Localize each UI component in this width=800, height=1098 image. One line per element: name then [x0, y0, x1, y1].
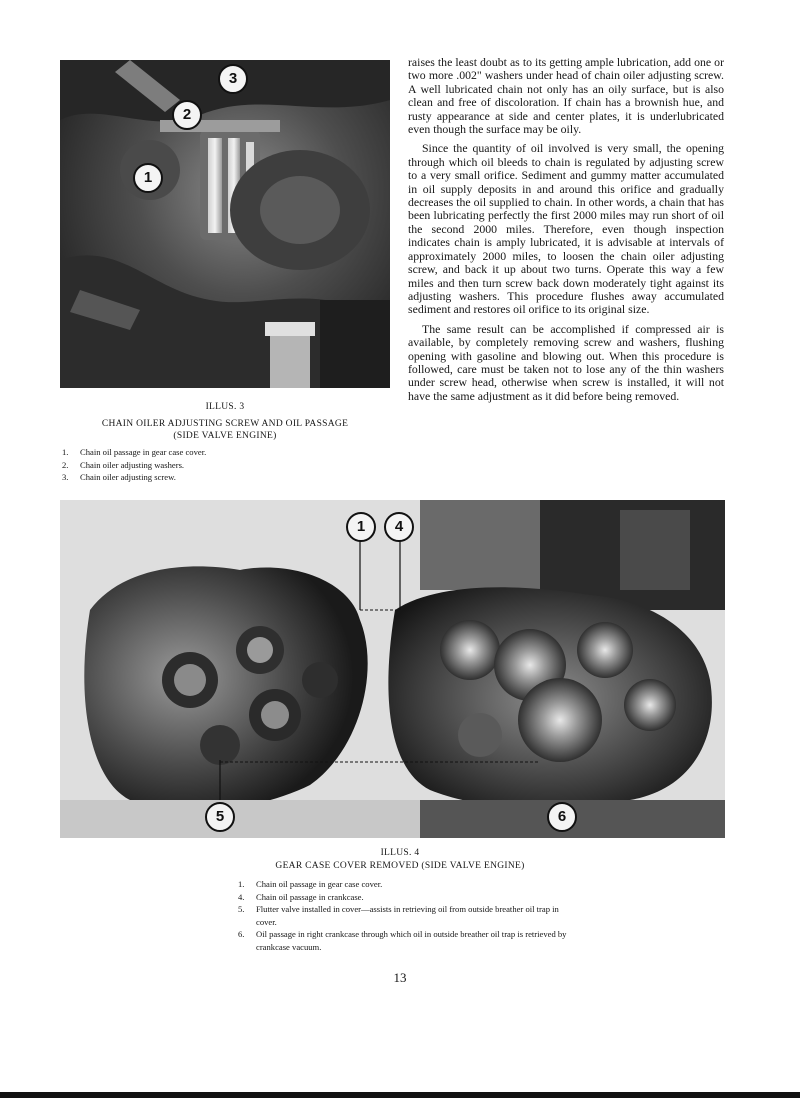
illus3-callout-2: 2: [172, 100, 202, 130]
legend-item: 4. Chain oil passage in crankcase.: [238, 891, 364, 902]
bottom-edge-rule: [0, 1092, 800, 1098]
illus4-photo: [60, 500, 725, 838]
illus4-engine-image: [60, 500, 725, 838]
illus4-legend: [238, 878, 568, 953]
legend-item: 2. Chain oiler adjusting washers.: [62, 459, 185, 470]
illus3-legend: [62, 446, 392, 484]
illus3-title-line1: CHAIN OILER ADJUSTING SCREW AND OIL PASSAGE: [101, 419, 349, 429]
illus3-callout-3: 3: [218, 64, 248, 94]
illus4-callout-4: 4: [384, 512, 414, 542]
illus3-callout-1: 1: [133, 163, 163, 193]
illus4-number: ILLUS. 4: [380, 848, 420, 858]
paragraph-3: The same result can be accomplished if compressed air is available, by completely removing screw and washers, flushing opening with gasoline and blowing out. When this procedure is followed, care must be taken not to lose any of the thin washers under screw head, otherwise when screw is installed, it will not have the same adjustment as it did before being removed.: [408, 321, 724, 403]
paragraph-2: Since the quantity of oil involved is very small, the opening through which oil bleeds to chain is regulated by adjusting screw to a very small orifice. Sediment and gummy matter accumulated in oil supply deposits in and around this orifice and gradually decreases the oil supplied to chain. In other words, a chain that has been lubricating perfectly the first 2000 miles may run short of oil the second 2000 miles. Therefore, even though inspection indicates chain is amply lubricated, it is advisable at intervals of approximately 2000 miles, to loosen the chain oiler adjusting screw, and back it up about two turns. Operate this way a few miles and then turn screw back down moderately tight against its adjusting washers. This procedure flushes away accumulated sediment and restores oil orifice to its original size.: [408, 141, 724, 317]
illus4-callout-6: 6: [547, 802, 577, 832]
page-number: 13: [393, 970, 407, 985]
illus4-callout-5: 5: [205, 802, 235, 832]
illus3-photo: [60, 60, 390, 388]
legend-item: 1. Chain oil passage in gear case cover.: [62, 447, 207, 457]
illus3-engine-image: [60, 60, 390, 388]
illus4-callout-1: 1: [346, 512, 376, 542]
legend-item: 5. Flutter valve installed in cover—assists in retrieving oil from outside breather oil trap in cover.: [238, 904, 559, 927]
legend-item: 1. Chain oil passage in gear case cover.: [238, 879, 383, 889]
illus4-title: GEAR CASE COVER REMOVED (SIDE VALVE ENGINE): [275, 861, 525, 871]
legend-item: 3. Chain oiler adjusting screw.: [62, 472, 176, 482]
body-text-column: [408, 56, 724, 409]
illus3-number: ILLUS. 3: [205, 402, 245, 412]
legend-item: 6. Oil passage in right crankcase through which oil in outside breather oil trap is retrieved by crankcase vacuum.: [238, 929, 567, 952]
illus3-title: [60, 418, 390, 442]
paragraph-1: raises the least doubt as to its getting ample lubrication, add one or two more .002" washers under head of chain oiler adjusting screw. A well lubricated chain not only has an oily surface, but is also clean and free of discoloration. If chain has a brownish hue, and rusty appearance at side and center plates, it is underlubricated even though the surface may be oily.: [408, 55, 724, 137]
illus3-title-line2: (SIDE VALVE ENGINE): [173, 431, 277, 441]
